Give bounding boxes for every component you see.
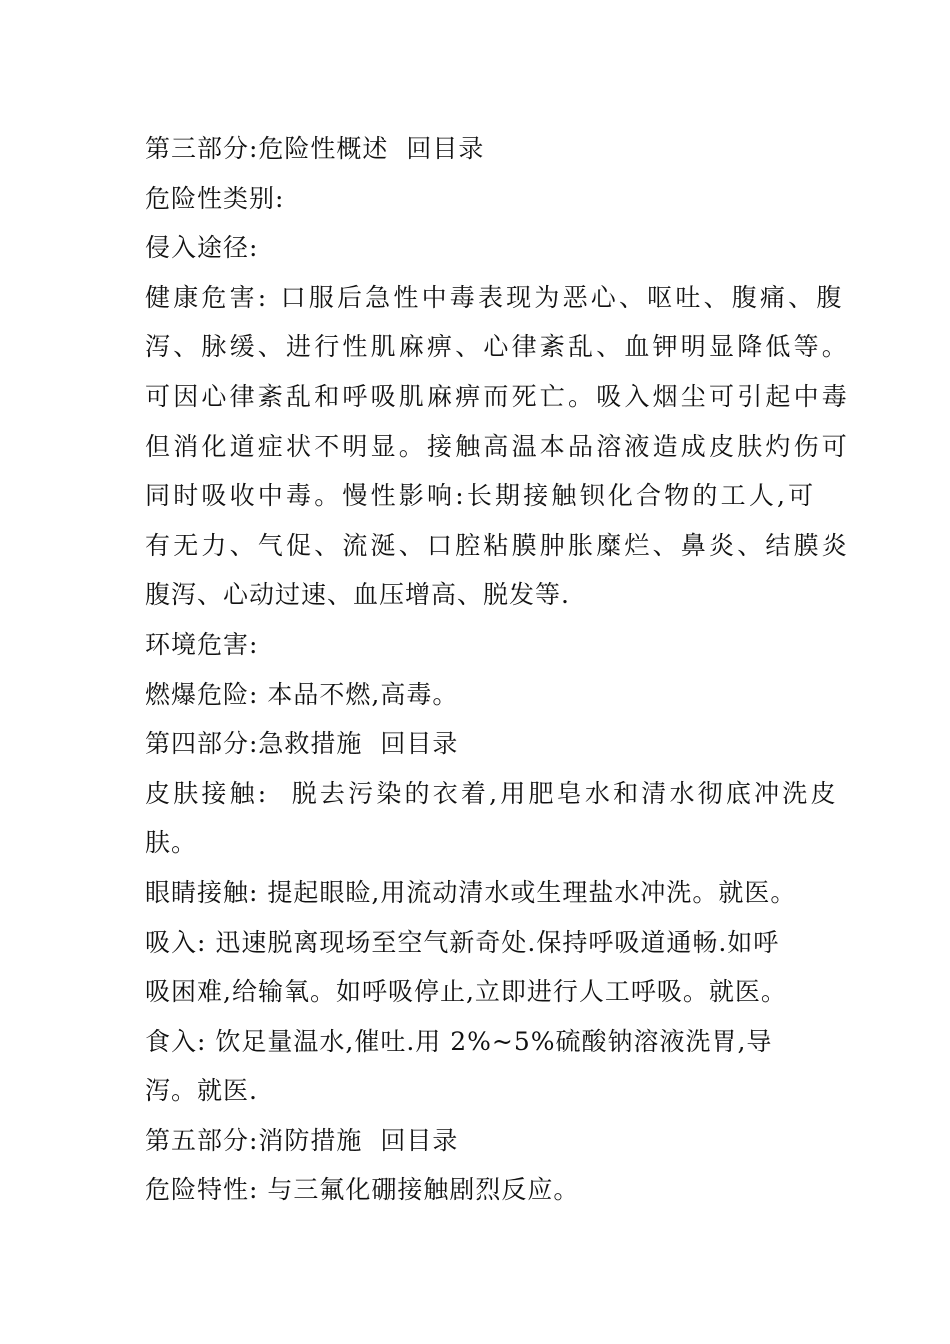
inhalation-line: 吸困难,给输氧。如呼吸停止,立即进行人工呼吸。就医。 <box>145 977 787 1007</box>
skin-contact-line: 皮肤接触: 脱去污染的衣着,用肥皂水和清水彻底冲洗皮 <box>145 778 839 808</box>
health-hazard-line: 健康危害: 口服后急性中毒表现为恶心、呕吐、腹痛、腹 <box>145 282 845 312</box>
health-hazard-line: 泻、脉缓、进行性肌麻痹、心律紊乱、血钾明显降低等。 <box>145 332 851 362</box>
entry-route-label: 侵入途径: <box>145 233 259 263</box>
explosion-hazard-line: 燃爆危险: 本品不燃,高毒。 <box>145 679 459 709</box>
section-heading-part-5: 第五部分:消防措施 回目录 <box>145 1125 459 1155</box>
health-hazard-line: 腹泻、心动过速、血压增高、脱发等. <box>145 580 570 610</box>
health-hazard-line: 有无力、气促、流涎、口腔粘膜肿胀糜烂、鼻炎、结膜炎 <box>145 530 851 560</box>
environment-hazard-label: 环境危害: <box>145 629 259 659</box>
health-hazard-line: 同时吸收中毒。慢性影响:长期接触钡化合物的工人,可 <box>145 481 817 511</box>
eye-contact-line: 眼睛接触: 提起眼睑,用流动清水或生理盐水冲洗。就医。 <box>145 877 797 907</box>
skin-contact-line: 肤。 <box>145 828 198 858</box>
ingestion-line: 泻。就医. <box>145 1076 258 1106</box>
health-hazard-line: 可因心律紊乱和呼吸肌麻痹而死亡。吸入烟尘可引起中毒 <box>145 381 851 411</box>
hazard-category-label: 危险性类别: <box>145 183 285 213</box>
ingestion-line: 食入: 饮足量温水,催吐.用 2%~5%硫酸钠溶液洗胃,导 <box>145 1026 773 1056</box>
document-body <box>145 124 851 1215</box>
section-heading-part-4: 第四部分:急救措施 回目录 <box>145 729 459 759</box>
inhalation-line: 吸入: 迅速脱离现场至空气新奇处.保持呼吸道通畅.如呼 <box>145 927 780 957</box>
health-hazard-line: 但消化道症状不明显。接触高温本品溶液造成皮肤灼伤可 <box>145 431 851 461</box>
section-heading-part-3: 第三部分:危险性概述 回目录 <box>145 134 485 163</box>
hazard-property-line: 危险特性: 与三氟化硼接触剧烈反应。 <box>145 1175 580 1205</box>
